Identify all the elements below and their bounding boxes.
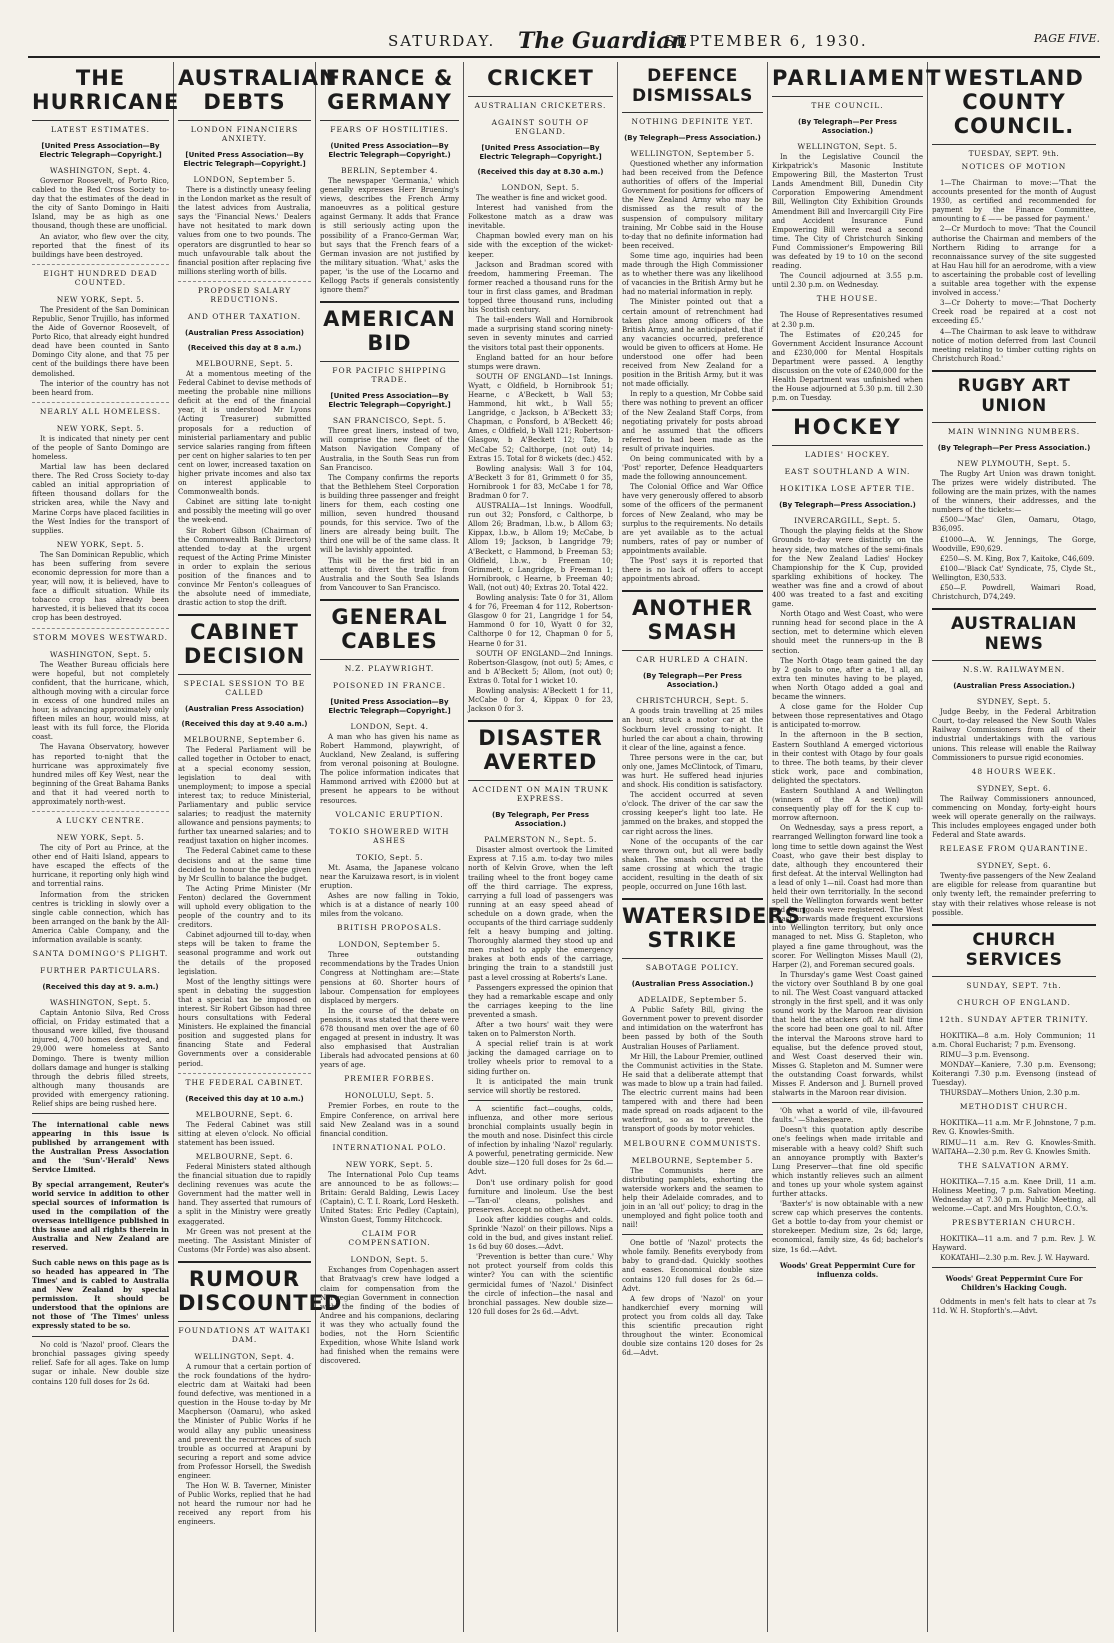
dateline: SAN FRANCISCO, Sept. 5. xyxy=(332,416,447,426)
paragraph: A special relief train is at work jacking the damaged carriage on to trolley wheels prior to removal to a siding further on. xyxy=(468,1040,613,1076)
dateline: PALMERSTON N., Sept. 5. xyxy=(484,835,597,845)
paragraph: KOKATAHI—2.30 p.m. Rev. J. W. Hayward. xyxy=(940,1254,1090,1263)
paragraph: North Otago and West Coast, who were running head for second place in the A section, met to determine which eleven should meet the runners-up in the B section. xyxy=(772,610,923,655)
column-parliament xyxy=(768,62,943,1632)
paragraph: There is a distinctly uneasy feeling in the London market as the result of the latest advices from Australia, says the 'Financial News.' Dealers have not hesitated to mark down values from one to two pounds. The operators are disgruntled to hear so much unfavourable talk about the financial position after replacing five millions sterling worth of bills. xyxy=(178,186,311,276)
paragraph: Ashes are now falling in Tokio, which is at a distance of nearly 100 miles from the volcano. xyxy=(320,891,459,919)
masthead-date: SEPTEMBER 6, 1930. xyxy=(664,32,868,50)
paragraph: Three persons were in the car, but only one, James McClintock, of Timaru, was hurt. He suffered head injuries and shock. His condition is satisfactory. xyxy=(622,753,763,790)
subhead: A LUCKY CENTRE. xyxy=(56,816,145,826)
paragraph: It is anticipated the main trunk service will shortly be restored. xyxy=(468,1077,613,1095)
paragraph: At a momentous meeting of the Federal Cabinet to devise methods of meeting the probable nine millions deficit at the end of the financial year, it is understood Mr Lyons (Acting Treasurer) submitted proposals for a reduction of ministerial parliamentary and public service salaries ranging from fifteen per cent on higher salaries to ten per cent on lower, increased taxation on higher private incomes and also tax on interest applicable to Commonwealth bonds. xyxy=(178,369,311,497)
paragraph: The 'Post' says it is reported that there is no lack of offers to accept appointments abroad. xyxy=(622,557,763,584)
subhead: STORM MOVES WESTWARD. xyxy=(33,632,168,642)
paragraph: HOKITIKA—11 a.m. and 7 p.m. Rev. J. W. Hayward. xyxy=(932,1235,1096,1253)
dateline: TUESDAY, SEPT. 9th. xyxy=(968,149,1060,158)
headline-american-bid: AMERICAN BID xyxy=(323,307,456,356)
dateline: MELBOURNE, Sept. 5. xyxy=(195,358,294,368)
subhead: EIGHT HUNDRED DEAD COUNTED. xyxy=(43,268,158,287)
paragraph: The San Dominican Republic, which has been suffering from severe economic depression for more than a year, will now, it is believed, have to face a difficult situation. While its tobacco crop has already been harvested, it is believed that its cocoa crop has been destroyed. xyxy=(32,550,169,623)
paragraph: The Weather Bureau officials here were hopeful, but not completely confident, that the hurricane, which, although moving with a circular force in excess of one hundred miles an hour, is advancing approximately only fifteen miles an hour, would miss, at least with its full force, the Florida coast. xyxy=(32,660,169,742)
paragraph: £250—S. M. King, Box 7, Kaitoke, C46,609. xyxy=(940,554,1095,563)
credit: (Australian Press Association) xyxy=(185,328,304,337)
subhead: MELBOURNE COMMUNISTS. xyxy=(623,1138,762,1148)
subhead: SPECIAL SESSION TO BE CALLED xyxy=(183,679,306,698)
subhead: NOTICES OF MOTION xyxy=(961,162,1067,171)
credit: (Australian Press Association.) xyxy=(953,682,1075,691)
advertisement: Don't use ordinary polish for good furniture and linoleum. Use the best—'Tan-ol' cleans, polishes and preserves. Accept no other.—Advt. xyxy=(468,1178,613,1214)
subhead: FOUNDATIONS AT WAITAKI DAM. xyxy=(178,1325,311,1344)
paragraph: Bowling analysis: Tate 0 for 31, Allom 4 for 76, Freeman 4 for 112, Robertson-Glasgow 0 for 21, Langridge 1 for 54, Hammond 0 for 10, Wyatt 0 for 32, Calthorpe 0 for 12, Chapman 0 for 5, Hearne 0 for 31. xyxy=(468,594,613,648)
dateline: NEW YORK, Sept. 5. xyxy=(345,1159,434,1169)
dateline: NEW YORK, Sept. 5. xyxy=(56,423,145,433)
dateline: LONDON, September 5. xyxy=(193,175,296,184)
paragraph: RIMU—3 p.m. Evensong. xyxy=(940,1050,1030,1059)
headline-general-cables: GENERAL CABLES xyxy=(331,604,448,653)
advertisement: No cold is 'Nazol' proof. Clears the bronchial passages giving speedy relief. Safe for all ages. Take on lump sugar or inhale. New double size contains 120 full doses for 2s 6d. xyxy=(32,1341,169,1386)
paragraph: 1—The Chairman to move:—'That the accounts presented for the month of August 1930, as certified and recommended for payment by the Finance Committee, amounting to £ —— be passed for payment.' xyxy=(932,179,1096,224)
credit: (By Telegraph—Press Association.) xyxy=(779,501,916,510)
credit: (By Telegraph, Per Press Association.) xyxy=(492,811,589,829)
subhead: INTERNATIONAL POLO. xyxy=(332,1142,447,1152)
credit: (Australian Press Association) xyxy=(185,705,304,714)
subhead: SABOTAGE POLICY. xyxy=(645,963,740,973)
paragraph: Questioned whether any information had been received from the Defence authorities of offers of the Imperial Government for positions for officers of the New Zealand Army who may be dismissed as the result of the suspension of compulsory military training, Mr Cobbe said in the House to-day that no definite information had been received. xyxy=(622,160,763,250)
paragraph: Disaster almost overtook the Limited Express at 7.15 a.m. to-day two miles north of Kelvin Grove, when the left trailing wheel to the front bogey came off the third carriage. The express, carrying a full load of passengers was running at an easy speed ahead of schedule on a down grade, when the occupants of the third carriage suddenly felt a heavy bumping and jolting. Thoroughly alarmed they stood up and men rushed to apply the emergency brakes at both ends of the carriage, bringing the train to a standstill just past a level crossing at Roberts's Lane. xyxy=(468,846,613,982)
advertisement: A few drops of 'Nazol' on your handkerchief every morning will protect you from colds all day. Take this scientific precaution right throughout the winter. Economical double size contains 120 doses for 2s 6d.—Advt. xyxy=(622,1294,763,1358)
paragraph: The President of the San Dominican Republic, Senor Trujillo, has informed the Aide of Governor Roosevelt, of Porto Rico, that already eight hundred dead have been counted in Santo Domingo City alone, and that 75 per cent of the buildings there have been demolished. xyxy=(32,305,169,378)
paragraph: A goods train travelling at 25 miles an hour, struck a motor car at the Sockburn level crossing to-night. It hurled the car about a chain, throwing it clear of the line, against a fence. xyxy=(622,707,763,752)
advertisement: 'Baxter's' is now obtainable with a new screw cap which preserves the contents. Get a bottle to-day from your chemist or storekeeper. Medium size, 2s 6d; large, economical, family size, 4s 6d; bachelor's size, 1s 6d.—Advt. xyxy=(772,1200,923,1254)
paragraph: A Public Safety Bill, giving the Government power to prevent disorder and intimidation on the waterfront has been passed by both of the South Australian Houses of Parliament. xyxy=(622,1006,763,1051)
credit: (By Telegraph—Press Association.) xyxy=(624,134,761,142)
headline-australian-debts: AUSTRALIAN DEBTS xyxy=(178,66,338,114)
dateline: ADELAIDE, September 5. xyxy=(638,995,747,1005)
subhead: VOLCANIC ERUPTION. xyxy=(335,809,444,819)
paragraph: In the Legislative Council the Kirkpatrick's Masonic Institute Empowering Bill, the Masterton Trust Lands Amendment Bill, Dunedin City Corporation Empowering Amendment Bill, Wellington City Exhibition Grounds Amendment Bill and Invercargill City Fire and Accident Insurance Fund Empowering Bill were read a second time. The City of Christchurch Sinking Fund Commissioner's Empowering Bill was defeated by 19 to 10 on the second reading. xyxy=(772,153,923,271)
paragraph: The Company confirms the reports that the Bethlehem Steel Corporation is building three passenger and freight liners for them, each costing one million, seven hundred thousand pounds, for this service. Two of the liners are already being built. The third one will be of the same class. It will be lavishly appointed. xyxy=(320,473,459,555)
masthead-paper-title: The Guardian xyxy=(518,28,687,54)
advertisement: Oddments in men's felt hats to clear at 7s 11d. W. H. Stopforth's.—Advt. xyxy=(932,1298,1096,1316)
subhead: FOR PACIFIC SHIPPING TRADE. xyxy=(332,366,447,385)
paragraph: The newspaper 'Germania,' which generally expresses Herr Bruening's views, describes the French Army manoeuvres as a political gesture against Germany. It adds that France is still seriously acting upon the possibility of a Franco-German War, but says that the French fears of a German invasion are not justified by the military situation. 'What,' asks the paper, 'is the use of the Locarno and Kellogg Pacts if generals consistently ignore them?' xyxy=(320,177,459,295)
paragraph: The Railway Commissioners announced, commencing on Monday, forty-eight hours week will operate generally on the railways. This includes employees engaged under both Federal and State awards. xyxy=(932,794,1096,840)
credit: (United Press Association—By Electric Telegraph—Copyright.) xyxy=(328,142,451,159)
subhead: TOKIO SHOWERED WITH ASHES xyxy=(329,826,450,845)
paragraph: A man who has given his name as Robert Hammond, playwright, of Auckland, New Zealand, is suffering from veronal poisoning at Boulogne. The police information indicates that Hammond arrived with £2000 but at present he appears to be without resources. xyxy=(320,732,459,805)
paragraph: Captain Antonio Silva, Red Cross official, on Friday estimated that a thousand were killed, five thousand injured, 4,700 homes destroyed, and 29,000 were homeless at Santo Domingo. There is twenty million dollars damage and hunger is stalking through the debris filled streets, although many thousands are provided with emergency rationing. Relief ships are being rushed here. xyxy=(32,1009,169,1109)
paragraph: Bowling analysis: Wall 3 for 104, A'Beckett 3 for 81, Grimmett 0 for 35, Hornibrook 1 for 83, McCabe 1 for 78, Bradman 0 for 7. xyxy=(468,464,613,500)
scorecard: AUSTRALIA—1st Innings. Woodfull, run out 32; Ponsford, c Calthorpe, b Allom 26; Bradman, l.b.w., b Allom 63; Kippax, l.b.w., b Allom 19; McCabe, b Allom 19; Jackson, b Langridge 79; A'Beckett, c Hammond, b Freeman 53; Oldfield, l.b.w., b Freeman 10; Grimmett, c Langridge, b Freeman 1; Hornibrook, c Hearne, b Freeman 40; Wall, (not out) 40; Extras 20. Total 422. xyxy=(468,502,613,592)
paragraph: The House of Representatives resumed at 2.30 p.m. xyxy=(772,311,923,329)
paragraph: Information from the stricken centres is trickling in slowly over a single cable connection, which has been arranged on the bank by the All-America Cable Company, and the information available is scanty. xyxy=(32,890,169,944)
dateline: SYDNEY, Sept. 6. xyxy=(976,783,1052,793)
subhead: RELEASE FROM QUARANTINE. xyxy=(939,844,1089,854)
paragraph: Most of the lengthy sittings were spent in debating the suggestion that a special tax be imposed on interest. Sir Robert Gibson had three hours consultations with Federal Ministers. He explained the financial position and suggested plans for financing State and Federal Governments over a considerable period. xyxy=(178,977,311,1068)
masthead-day: SATURDAY. xyxy=(388,32,496,50)
paragraph: Federal Ministers stated although the financial situation due to rapidly declining revenues was acute the Government had the matter well in hand. They asserted that rumours of a split in the Ministry were greatly exaggerated. xyxy=(178,1162,311,1226)
dateline: LONDON, Sept. 4. xyxy=(350,721,429,731)
dateline: BERLIN, September 4. xyxy=(341,166,438,175)
paragraph: Eastern Southland A and Wellington (winners of the A section) will consequently play off for the K cup to-morrow afternoon. xyxy=(772,786,923,823)
subhead: AND OTHER TAXATION. xyxy=(187,311,302,321)
subhead: THE HOUSE. xyxy=(816,294,879,304)
dateline: CHRISTCHURCH, Sept. 5. xyxy=(636,696,749,706)
notice: The international cable news appearing in this issue is published by arrangement with the Australian Press Association and the 'Sun'-'Herald' News Service Limited. xyxy=(32,1120,169,1175)
credit: [United Press Association—By Electric Telegraph—Copyright.] xyxy=(328,392,451,410)
subhead: SANTA DOMINGO'S PLIGHT. xyxy=(32,949,169,959)
dateline: MELBOURNE, September 6. xyxy=(183,735,306,745)
headline-france-germany: FRANCE & GERMANY xyxy=(325,66,454,114)
headline-defence-dismissals: DEFENCE DISMISSALS xyxy=(632,66,753,106)
column-cricket xyxy=(464,62,618,1632)
dateline: WASHINGTON, Sept. 4. xyxy=(49,166,152,175)
paragraph: This will be the first bid in an attempt to divert the traffic from Australia and the South Sea Islands from Vancouver to San Francisco. xyxy=(320,556,459,592)
paragraph: Jackson and Bradman scored with freedom, hammering Freeman. The former reached a thousand runs for the tour in first class games, and Bradman topped three thousand runs, including his Scottish century. xyxy=(468,260,613,315)
credit: [United Press Association—By Electric Telegraph—Copyright.] xyxy=(39,142,162,159)
subhead: METHODIST CHURCH. xyxy=(959,1102,1069,1112)
credit: (Received this day at 9. a.m.) xyxy=(42,983,159,992)
subhead: 48 HOURS WEEK. xyxy=(971,766,1057,776)
subhead: NEARLY ALL HOMELESS. xyxy=(39,406,162,416)
paragraph: Governor Roosevelt, of Porto Rico, cabled to the Red Cross Society to-day that the estimates of the dead in the city of Santo Domingo in Haiti Island, may be as high as one thousand, though these are unofficial. xyxy=(32,177,169,231)
dateline: TOKIO, Sept. 5. xyxy=(355,852,423,862)
advertisement: 'Oh what a world of vile, ill-favoured faults.' —Shakespeare. xyxy=(772,1107,923,1125)
subhead: CHURCH OF ENGLAND. xyxy=(957,997,1071,1007)
subhead: PROPOSED SALARY REDUCTIONS. xyxy=(197,285,292,304)
advertisement: Woods' Great Peppermint Cure for influenza colds. xyxy=(779,1260,916,1279)
paragraph: 4—The Chairman to ask leave to withdraw notice of motion deferred from last Council meeting relating to timber cutting rights on Christchurch Road.' xyxy=(932,327,1096,363)
headline-hurricane: THE HURRICANE xyxy=(32,66,180,114)
paragraph: THURSDAY—Mothers Union, 2.30 p.m. xyxy=(940,1089,1080,1098)
subhead: AGAINST SOUTH OF ENGLAND. xyxy=(491,118,590,136)
paragraph: 3—Cr Doherty to move:—'That Docherty Creek road be repaired at a cost not exceeding £5.' xyxy=(932,299,1096,326)
dateline: WELLINGTON, Sept. 5. xyxy=(797,142,898,151)
paragraph: £50—F. Powdrell, Waimari Road, Christchurch, D74,249. xyxy=(932,584,1096,602)
paragraph: The Colonial Office and War Office have very generously offered to absorb some of the officers of the permanent forces of New Zealand, who may be surplus to the requirements. No details are yet available as to the actual numbers, rates of pay or number of appointments available. xyxy=(622,483,763,555)
headline-westland-county-council: WESTLAND COUNTY COUNCIL. xyxy=(944,66,1084,138)
paragraph: HOKITIKA—7.15 a.m. Knee Drill, 11 a.m. Holiness Meeting, 7 p.m. Salvation Meeting. Wednesday at 7.30 p.m. Public Meeting, all welcome.—Capt. and Mrs Houghton, C.O.'s. xyxy=(932,1177,1096,1213)
credit: (Australian Press Association.) xyxy=(631,980,754,989)
subhead: POISONED IN FRANCE. xyxy=(332,680,447,690)
subhead: SUNDAY, SEPT. 7th. xyxy=(966,980,1062,990)
subhead: FEARS OF HOSTILITIES. xyxy=(330,125,449,134)
paragraph: HOKITIKA—8 a.m. Holy Communion; 11 a.m. Choral Eucharist; 7 p.m. Evensong. xyxy=(932,1031,1096,1049)
credit: (By Telegraph—Per Press Association.) xyxy=(798,118,897,135)
paragraph: The tail-enders Wall and Hornibrook made a surprising stand scoring ninety-seven in seventy minutes and carried the visitors total past their opponents. xyxy=(468,316,613,352)
advertisement: 'Prevention is better than cure.' Why not protect yourself from colds this winter? You can with the scientific germicidal fumes of 'Nazol.' Disinfect the circle of infection—the nasal and bronchial passages. New double size—120 full doses for 2s 6d.—Advt. xyxy=(468,1253,613,1316)
paragraph: England batted for an hour before stumps were drawn. xyxy=(468,353,613,371)
dateline: NEW YORK, Sept. 5. xyxy=(56,539,145,549)
paragraph: The Rugby Art Union was drawn tonight. The prizes were widely distributed. The following are the main prizes, with the names of the winners, their addresses, and the numbers of the tickets:— xyxy=(932,469,1096,515)
subhead: THE COUNCIL. xyxy=(811,101,884,110)
newspaper-columns xyxy=(28,62,1100,1632)
credit: [United Press Association—By Electric Telegraph—Copyright.] xyxy=(328,697,451,715)
subhead: FURTHER PARTICULARS. xyxy=(40,966,161,976)
paragraph: Premier Forbes, en route to the Empire Conference, on arrival here said New Zealand was in a sound financial condition. xyxy=(320,1102,459,1138)
headline-another-smash: ANOTHER SMASH xyxy=(631,596,754,645)
credit: (By Telegraph—Per Press Association.) xyxy=(643,672,742,690)
dateline: LONDON, September 5. xyxy=(338,940,441,950)
paragraph: The Federal Cabinet came to these decisions and at the same time decided to honour the pledge given by Mr Scullin to balance the budget. xyxy=(178,847,311,883)
column-australian-debts xyxy=(174,62,343,1632)
paragraph: Twenty-five passengers of the New Zealand are eligible for release from quarantine but only twenty left, the remainder preferring to stay with their relatives whose release is not possible. xyxy=(932,872,1096,917)
paragraph: £100—'Black Cat' Syndicate, 75, Clyde St., Wellington, E30,533. xyxy=(932,564,1096,582)
paragraph: Exchanges from Copenhagen assert that Bratvaag's crew have lodged a claim for compensation from the Norwegian Government in connection with the finding of the bodies of Andree and his companions, declaring it was they who actually found the bodies, not the Horn Scientific Expedition, whose White Island work had finished when the remains were discovered. xyxy=(320,1266,459,1366)
paragraph: 2—Cr Murdoch to move: 'That the Council authorise the Chairman and members of the Northern Riding to arrange for a reconnaissance survey of the site suggested at Hau Hau hill for an aerodrome, with a view to ascertaining the probable cost of levelling a suitable area together with the expense involved in access.' xyxy=(932,225,1096,298)
notice: By special arrangement, Reuter's world service in addition to other special sources of information is used in the compilation of the overseas intelligence published in this issue and all rights therein in Australia and New Zealand are reserved. xyxy=(32,1180,169,1253)
subhead: THE FEDERAL CABINET. xyxy=(185,1077,304,1087)
column-hurricane xyxy=(28,62,180,1632)
paragraph: The Communists here are distributing pamphlets, exhorting the waterside workers and the seamen to help their Adelaide comrades, and to join in an 'all out' policy; to drag in the unemployed and fight police tooth and nail! xyxy=(622,1166,763,1230)
dateline: INVERCARGILL, Sept. 5. xyxy=(794,516,901,526)
headline-church-services: CHURCH SERVICES xyxy=(965,929,1063,970)
paragraph: Some time ago, inquiries had been made through the High Commissioner as to whether there was any likelihood of vacancies in the British Army but he had no material information in reply. xyxy=(622,251,763,297)
paragraph: Though the playing fields at the Show Grounds to-day were distinctly on the heavy side, two matches of the semi-finals for the New Zealand Ladies' Hockey Championship for the K Cup, provided sparkling exhibitions of hockey. The weather was fine and a crowd of about 400 was treated to a fast and exciting game. xyxy=(772,527,923,609)
subhead: LADIES' HOCKEY. xyxy=(804,450,891,460)
subhead: MAIN WINNING NUMBERS. xyxy=(947,426,1081,436)
paragraph: An aviator, who flew over the city, reported that the finest of its buildings have been destroyed. xyxy=(32,232,169,259)
dateline: SYDNEY, Sept. 6. xyxy=(976,861,1052,871)
headline-australian-news: AUSTRALIAN NEWS xyxy=(950,614,1078,655)
headline-rumour-discounted: RUMOUR DISCOUNTED xyxy=(178,1266,343,1315)
paragraph: MONDAY—Kaniere, 7.30 p.m. Evensong; Koiterangi 7.30 p.m. Evensong (instead of Tuesday). xyxy=(932,1060,1096,1088)
paragraph: The weather is fine and wicket good. xyxy=(476,194,608,202)
paragraph: Mt. Asama, the Japanese volcano near the Karuizawa resort, is in violent eruption. xyxy=(320,863,459,890)
advertisement: A scientific fact—coughs, colds, influenza, and other more serious bronchial complaints usually begin in the mouth and nose. Disinfect this circle of infection by inhaling 'Nazol' regularly. A powerful, penetrating germicide. New double size—120 full doses for 2s 6d.—Advt. xyxy=(468,1104,613,1177)
paragraph: On being communicated with by a 'Post' reporter, Defence Headquarters made the following announcement. xyxy=(622,455,763,482)
credit: (Received this day at 10 a.m.) xyxy=(185,1094,304,1103)
subhead: LATEST ESTIMATES. xyxy=(51,125,150,134)
paragraph: The Estimates of £20,245 for Government Accident Insurance Account and £230,000 for Mental Hospitals Department were passed. A lengthy discussion on the vote of £240,000 for the Health Department was unfinished when the House adjourned at 5.30 p.m. till 2.30 p.m. on Tuesday. xyxy=(772,330,923,403)
paragraph: In the course of the debate on pensions, it was stated that there were 678 thousand men over the age of 60 engaged at present in industry. It was also emphasised that Australian Liberals had advocated pensions at 60 years of age. xyxy=(320,1006,459,1070)
subhead: HOKITIKA LOSE AFTER TIE. xyxy=(779,484,916,494)
paragraph: Cabinet adjourned till to-day, when steps will be taken to frame the seasonal programme and work out the details of the proposed legislation. xyxy=(178,931,311,976)
subhead: PREMIER FORBES. xyxy=(344,1074,435,1084)
subhead: LONDON FINANCIERS ANXIETY. xyxy=(190,125,299,143)
paragraph: The city of Port au Prince, at the other end of Haiti Island, appears to have escaped the effects of the hurricane, it reporting only high wind and torrential rains. xyxy=(32,844,169,889)
credit: [United Press Association—By Electric Telegraph—Copyright.] xyxy=(183,151,306,168)
subhead: N.S.W. RAILWAYMEN. xyxy=(962,665,1066,675)
paragraph: None of the occupants of the car were thrown out, but all were badly shaken. The smash occurred at the same crossing at which the tragic accident, resulting in the death of six people, occurred on June 16th last. xyxy=(622,837,763,892)
paragraph: Mr Green was not present at the meeting. The Assistant Minister of Customs (Mr Forde) was also absent. xyxy=(178,1227,311,1254)
credit: (Received this day at 9.40 a.m.) xyxy=(181,720,308,729)
headline-cricket: CRICKET xyxy=(487,66,594,90)
paragraph: £1000—A. W. Jennings, The Gorge, Woodville, E90,629. xyxy=(932,535,1096,553)
credit: (By Telegraph—Per Press Association.) xyxy=(937,443,1091,452)
paragraph: The Acting Prime Minister (Mr Fenton) declared the Government will uphold every obligation to the people of the country and to its creditors. xyxy=(178,884,311,930)
column-defence-dismissals xyxy=(618,62,809,1632)
column-westland-county xyxy=(928,62,1100,1632)
headline-parliament: PARLIAMENT xyxy=(772,66,943,90)
advertisement: Doesn't this quotation aptly describe one's feelings when made irritable and miserable with a heavy cold? Shift such an annoyance promptly with Baxter's Lung Preserver—that fine old specific which instantly relieves such an ailment and tones up your whole system against further attacks. xyxy=(772,1126,923,1198)
paragraph: A close game for the Holder Cup between those representatives and Otago is anticipated to-morrow. xyxy=(772,703,923,730)
subhead: CLAIM FOR COMPENSATION. xyxy=(348,1229,431,1248)
paragraph: The Federal Cabinet was still sitting at eleven o'clock. No official statement has been issued. xyxy=(178,1120,311,1147)
paragraph: The interior of the country has not been heard from. xyxy=(32,379,169,397)
paragraph: Passengers expressed the opinion that they had a remarkable escape and only the carriages keeping to the line prevented a smash. xyxy=(468,983,613,1019)
paragraph: A rumour that a certain portion of the rock foundations of the hydro-electric dam at Waitaki had been found defective, was mentioned in a question in the House to-day by Mr Macpherson (Oamaru), who asked the Minister of Public Works if he would allay any public uneasiness and prevent the recurrences of such trouble as occurred at Arapuni by securing a report and some advice from Professor Horsell, the Swedish engineer. xyxy=(178,1362,311,1480)
advertisement: Woods' Great Peppermint Cure For Children's Hacking Cough. xyxy=(945,1274,1083,1293)
subhead: N.Z. PLAYWRIGHT. xyxy=(344,663,435,673)
paragraph: Cabinet are sitting late to-night and possibly the meeting will go over the week-end. xyxy=(178,498,311,525)
headline-rugby-art-union: RUGBY ART UNION xyxy=(957,375,1071,416)
dateline: NEW YORK, Sept. 5. xyxy=(56,294,145,304)
paragraph: Martial law has been declared there. The Red Cross Society to-day cabled an initial appropriation of fifteen thousand dollars for the stricken area, while the Navy and Marine Corps have placed facilities in the West Indies for the transport of supplies. xyxy=(32,463,169,535)
subhead: BRITISH PROPOSALS. xyxy=(337,923,442,933)
dateline: WELLINGTON, September 5. xyxy=(630,149,755,158)
subhead: AUSTRALIAN CRICKETERS. xyxy=(474,101,607,110)
subhead: ACCIDENT ON MAIN TRUNK EXPRESS. xyxy=(472,785,609,804)
paragraph: Three great liners, instead of two, will comprise the new fleet of the Matson Navigation Company of Australia, in the South Seas run from San Francisco. xyxy=(320,427,459,472)
dateline: LONDON, Sept. 5. xyxy=(501,183,580,192)
headline-cabinet-decision: CABINET DECISION xyxy=(183,620,306,669)
paragraph: The International Polo Cup teams are announced to be as follows:—Britain: Gerald Balding, Lewis Lacey (Captain), C. T. I. Roark, Lord Hesketh. United States: Eric Pedley (Captain), Winston Guest, Tommy Hitchcock. xyxy=(320,1170,459,1225)
paragraph: Three outstanding recommendations by the Trades Union Congress at Nottingham are:—State pensions at 60. Shorter hours of labour. Compensation for employees displaced by mergers. xyxy=(320,951,459,1005)
paragraph: Mr Hill, the Labour Premier, outlined the Communist activities in the State. He said that a deliberate attempt that was made to blow up a train had failed. The electric current mains had been tampered with and there had been made spread on roads adjacent to the waterfront, so as to prevent the transport of goods by motor vehicles. xyxy=(622,1052,763,1134)
paragraph: Interest had vanished from the Folkestone match as a draw was inevitable. xyxy=(468,204,613,231)
subhead: NOTHING DEFINITE YET. xyxy=(631,117,754,126)
paragraph: The Federal Parliament will be called together in October to enact, at a special economy session, legislation to deal with unemployment; to impose a special interest tax; to reduce Ministerial, Parliamentary and public service salaries; to readjust the maternity allowance and pensions payments; to further tax unearned salaries; and to readjust taxation on higher incomes. xyxy=(178,746,311,846)
paragraph: After a two hours' wait they were taken on to Palmerston North. xyxy=(468,1021,613,1039)
paragraph: The Havana Observatory, however has reported to-night that the hurricane was approximately five hundred miles off Key West, near the beginning of the Great Bahama Banks and that it had veered north to approximately north-west. xyxy=(32,743,169,806)
paragraph: In the afternoon in the B section, Eastern Southland A emerged victorious in their contest with Otago by four goals to three. The both teams, by their clever stick work, pace and combination, delighted the spectators. xyxy=(772,731,923,785)
dateline: WELLINGTON, Sept. 4. xyxy=(194,1351,295,1361)
paragraph: £500—'Mac' Glen, Oamaru, Otago, B36,095. xyxy=(932,516,1096,534)
paragraph: The Council adjourned at 3.55 p.m. until 2.30 p.m. on Wednesday. xyxy=(772,272,923,290)
paragraph: It is indicated that ninety per cent of the people of Santo Domingo are homeless. xyxy=(32,434,169,461)
notice: Such cable news on this page as is so headed has appeared in 'The Times' and is cabled to Australia and New Zealand by special permission. It should be understood that the opinions are not those of 'The Times' unless expressly stated to be so. xyxy=(32,1258,169,1331)
paragraph: On Wednesday, says a press report, a rearranged Wellington forward line took a long time to settle down against the West Coast, who gave their best display to date, although they encountered their first defeat. At the interval Wellington had a lead of only 1—nil. Coast had more than held their own territorially. In the second spell the Wellington forwards went better and four goals were registered. The West Coast forwards made frequent excursions into Wellington territory, but only once managed to net. Miss G. Stapleton, who played a fine game throughout, was the scorer. For Wellington Misses Maull (2), Harper (2), and Foreman secured goals. xyxy=(772,824,923,969)
dateline: MELBOURNE, September 5. xyxy=(631,1155,754,1165)
column-france-germany xyxy=(316,62,464,1632)
paragraph: Sir Robert Gibson (Chairman of the Commonwealth Bank Directors) attended to-day at the urgent request of the Acting Prime Minister in order to explain the serious position of the finances and to convince Mr Fenton's colleagues of the absolute need of immediate, drastic action to stop the drift. xyxy=(178,526,311,608)
dateline: WASHINGTON, Sept. 5. xyxy=(49,998,152,1008)
scorecard: SOUTH OF ENGLAND—2nd Innings. Robertson-Glasgow, (not out) 5; Ames, c and b A'Beckett 5; Allom, (not out) 0; Extras 0. Total for 1 wicket 10. xyxy=(468,649,613,685)
paragraph: Chapman bowled every man on his side with the exception of the wicket-keeper. xyxy=(468,232,613,259)
dateline: HONOLULU, Sept. 5. xyxy=(344,1091,435,1101)
headline-disaster-averted: DISASTER AVERTED xyxy=(478,726,603,775)
paragraph: HOKITIKA—11 a.m. Mr F. Johnstone, 7 p.m. Rev. G. Knowles-Smith. xyxy=(932,1119,1096,1137)
dateline: NEW YORK, Sept. 5. xyxy=(56,833,145,843)
dateline: LONDON, Sept. 5. xyxy=(350,1255,429,1265)
dateline: SYDNEY, Sept. 5. xyxy=(976,697,1052,707)
advertisement: Look after kiddies coughs and colds. Sprinkle 'Nazol' on their pillows. Nips a cold in the bud, and gives instant relief. 1s 6d buy 60 doses.—Advt. xyxy=(468,1215,613,1252)
paragraph: The Hon W. B. Taverner, Minister of Public Works, replied that he had not heard the rumour nor had he received any report from his engineers. xyxy=(178,1482,311,1527)
paragraph: The accident occurred at seven o'clock. The driver of the car saw the crossing keeper's light too late. He jammed on the brakes, and stopped the car right across the lines. xyxy=(622,791,763,836)
subhead: 12th. SUNDAY AFTER TRINITY. xyxy=(939,1014,1089,1024)
paragraph: The Minister pointed out that a certain amount of retrenchment had taken place among officers of the British Army, and he anticipated, that if any vacancies occurred, preference would be given to officers at Home. He understood one offer had been received from New Zealand for a position in the British Army, but it was not made officially. xyxy=(622,298,763,389)
dateline: MELBOURNE, Sept. 6. xyxy=(195,1151,294,1161)
scorecard: SOUTH OF ENGLAND—1st Innings. Wyatt, c Oldfield, b Hornibrook 51; Hearne, c A'Beckett, b Wall 53; Hammond, hit wkt., b Wall 55; Langridge, c Jackson, b A'Beckett 33; Chapman, c Ponsford, b A'Beckett 46; Ames, c Oldfield, b Wall 121; Robertson-Glasgow, b A'Beckett 12; Tate, b McCabe 52; Calthorpe, (not out) 14; Extras 15. Total for 8 wickets (dec.) 452. xyxy=(468,372,613,463)
paragraph: In reply to a question, Mr Cobbe said there was nothing to prevent an officer of the New Zealand Staff Corps, from negotiating privately for posts abroad and he assumed that the officers referred to had been made as the result of private inquiries. xyxy=(622,390,763,453)
credit: (Received this day at 8.30 a.m.) xyxy=(477,168,604,176)
credit: [United Press Association—By Electric Telegraph—Copyright.] xyxy=(479,144,602,161)
paragraph: Bowling analysis: A'Beckett 1 for 11, McCabe 0 for 4, Kippax 0 for 23, Jackson 0 for 3. xyxy=(468,686,613,714)
subhead: THE SALVATION ARMY. xyxy=(958,1160,1070,1170)
masthead-page-number: PAGE FIVE. xyxy=(1033,32,1100,45)
headline-watersiders-strike: WATERSIDERS' STRIKE xyxy=(622,904,809,953)
credit: (Received this day at 8 a.m.) xyxy=(187,343,302,352)
masthead xyxy=(28,28,1100,58)
dateline: NEW PLYMOUTH, Sept. 5. xyxy=(957,458,1071,468)
subhead: PRESBYTERIAN CHURCH. xyxy=(952,1218,1076,1228)
paragraph: In Thursday's game West Coast gained the victory over Southland B by one goal to nil. The West Coast vanguard attacked strongly in the first spell, and it was only sound work by the Maroon rear division that held the attackers off. At half time the score had been one goal to nil. After the interval the Maroons strove hard to equalise, but the defence proved stout, and West Coast deserved their win. Misses G. Stapleton and M. Sumner were the outstanding Coast forwards, whilst Misses F. Anderson and J. Burnell proved stalwarts in the Maroon rear division. xyxy=(772,970,923,1098)
advertisement: One bottle of 'Nazol' protects the whole family. Benefits everybody from baby to grand-dad. Quickly soothes and eases. Economical double size contains 120 full doses for 2s 6d.—Advt. xyxy=(622,1239,763,1293)
subhead: CAR HURLED A CHAIN. xyxy=(636,655,749,665)
headline-hockey: HOCKEY xyxy=(793,415,902,440)
paragraph: Judge Beeby, in the Federal Arbitration Court, to-day released the New South Wales Railway Commissioners from all of their industrial undertakings with the various unions. This release will enable the Railway Commissioners to pursue rigid economies. xyxy=(932,708,1096,762)
subhead: EAST SOUTHLAND A WIN. xyxy=(784,467,911,477)
paragraph: The North Otago team gained the day by 2 goals to one, after a tie, 1 all, an extra ten minutes having to be played, when North Otago added a goal and became the winners. xyxy=(772,656,923,702)
dateline: MELBOURNE, Sept. 6. xyxy=(195,1109,294,1119)
dateline: WASHINGTON, Sept. 5. xyxy=(49,649,152,659)
paragraph: RIMU—11 a.m. Rev G. Knowles-Smith. WAITAHA—2.30 p.m. Rev G. Knowles Smith. xyxy=(932,1138,1096,1156)
